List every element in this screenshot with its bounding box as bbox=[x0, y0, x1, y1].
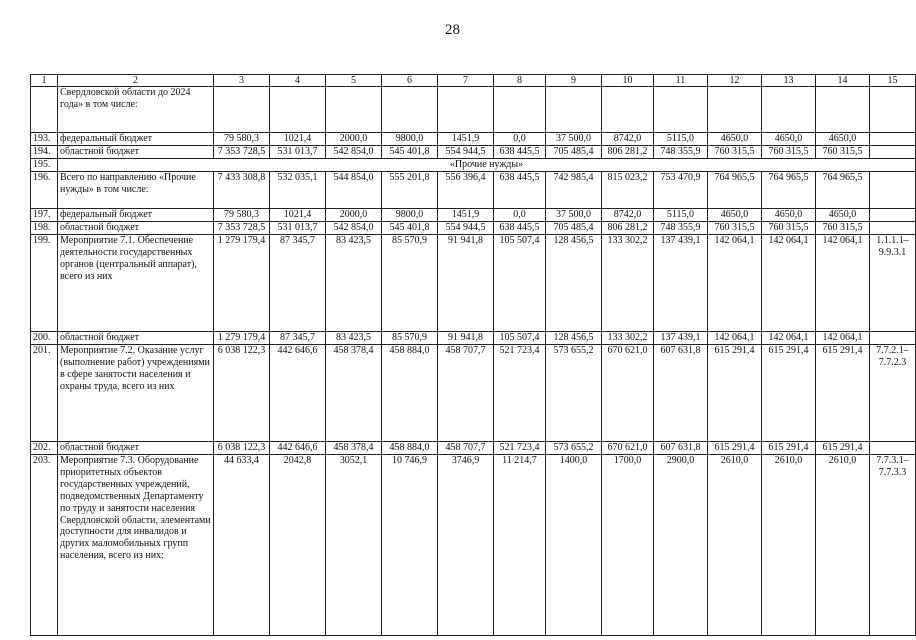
value-cell: 4650,0 bbox=[762, 133, 816, 146]
value-cell: 137 439,1 bbox=[654, 332, 708, 345]
value-cell: 742 985,4 bbox=[546, 172, 602, 209]
value-cell: 753 470,9 bbox=[654, 172, 708, 209]
value-cell: 705 485,4 bbox=[546, 146, 602, 159]
value-cell: 607 631,8 bbox=[654, 345, 708, 442]
value-cell: 5115,0 bbox=[654, 133, 708, 146]
value-cell: 531 013,7 bbox=[270, 222, 326, 235]
value-cell: 91 941,8 bbox=[438, 235, 494, 332]
value-cell: 442 646,6 bbox=[270, 442, 326, 455]
value-cell: 815 023,2 bbox=[602, 172, 654, 209]
row-number: 199. bbox=[31, 235, 58, 332]
value-cell: 764 965,5 bbox=[816, 172, 870, 209]
column-header: 12 bbox=[708, 75, 762, 87]
column-header: 6 bbox=[382, 75, 438, 87]
table-row bbox=[31, 172, 916, 209]
column-header: 10 bbox=[602, 75, 654, 87]
value-cell: 142 064,1 bbox=[708, 235, 762, 332]
value-cell bbox=[602, 87, 654, 133]
value-cell: 0,0 bbox=[494, 133, 546, 146]
column-header: 3 bbox=[214, 75, 270, 87]
column-header: 4 bbox=[270, 75, 326, 87]
value-cell: 85 570,9 bbox=[382, 332, 438, 345]
column-header: 13 bbox=[762, 75, 816, 87]
row-number: 198. bbox=[31, 222, 58, 235]
value-cell: 760 315,5 bbox=[816, 146, 870, 159]
section-title-cell: «Прочие нужды» bbox=[58, 159, 916, 172]
value-cell: 9800,0 bbox=[382, 209, 438, 222]
table-header-row bbox=[31, 75, 916, 87]
value-cell: 128 456,5 bbox=[546, 332, 602, 345]
reference-cell bbox=[870, 87, 916, 133]
table-row bbox=[31, 222, 916, 235]
row-number: 201. bbox=[31, 345, 58, 442]
reference-cell: 7.7.2.1– 7.7.2.3 bbox=[870, 345, 916, 442]
value-cell: 4650,0 bbox=[708, 133, 762, 146]
value-cell: 458 707,7 bbox=[438, 442, 494, 455]
value-cell: 458 707,7 bbox=[438, 345, 494, 442]
value-cell: 554 944,5 bbox=[438, 222, 494, 235]
value-cell: 760 315,5 bbox=[708, 146, 762, 159]
value-cell: 764 965,5 bbox=[708, 172, 762, 209]
value-cell: 1451,9 bbox=[438, 209, 494, 222]
value-cell: 2000,0 bbox=[326, 133, 382, 146]
value-cell: 764 965,5 bbox=[762, 172, 816, 209]
column-header: 5 bbox=[326, 75, 382, 87]
table-row bbox=[31, 235, 916, 332]
column-header: 7 bbox=[438, 75, 494, 87]
row-number bbox=[31, 87, 58, 133]
value-cell: 10 746,9 bbox=[382, 455, 438, 636]
row-label: Свердловской области до 2024 года» в том числе: bbox=[58, 87, 214, 133]
value-cell: 555 201,8 bbox=[382, 172, 438, 209]
value-cell: 0,0 bbox=[494, 209, 546, 222]
value-cell: 1 279 179,4 bbox=[214, 332, 270, 345]
value-cell: 44 633,4 bbox=[214, 455, 270, 636]
value-cell: 37 500,0 bbox=[546, 133, 602, 146]
value-cell: 615 291,4 bbox=[762, 345, 816, 442]
row-label: федеральный бюджет bbox=[58, 209, 214, 222]
value-cell: 1700,0 bbox=[602, 455, 654, 636]
value-cell: 638 445,5 bbox=[494, 222, 546, 235]
value-cell bbox=[494, 87, 546, 133]
table-row bbox=[31, 159, 916, 172]
value-cell: 1400,0 bbox=[546, 455, 602, 636]
value-cell: 79 580,3 bbox=[214, 209, 270, 222]
value-cell: 521 723,4 bbox=[494, 345, 546, 442]
value-cell bbox=[270, 87, 326, 133]
value-cell: 670 621,0 bbox=[602, 345, 654, 442]
reference-cell bbox=[870, 146, 916, 159]
row-label: Мероприятие 7.1. Обеспечение деятельности государственных органов (центральный аппарат), всего из них bbox=[58, 235, 214, 332]
row-number: 200. bbox=[31, 332, 58, 345]
value-cell: 615 291,4 bbox=[708, 442, 762, 455]
value-cell: 458 884,0 bbox=[382, 345, 438, 442]
row-number: 196. bbox=[31, 172, 58, 209]
row-label: областной бюджет bbox=[58, 146, 214, 159]
column-header: 9 bbox=[546, 75, 602, 87]
value-cell: 442 646,6 bbox=[270, 345, 326, 442]
reference-cell bbox=[870, 332, 916, 345]
value-cell: 142 064,1 bbox=[762, 235, 816, 332]
value-cell: 9800,0 bbox=[382, 133, 438, 146]
column-header: 15 bbox=[870, 75, 916, 87]
value-cell: 544 854,0 bbox=[326, 172, 382, 209]
value-cell bbox=[326, 87, 382, 133]
value-cell: 4650,0 bbox=[708, 209, 762, 222]
value-cell: 87 345,7 bbox=[270, 235, 326, 332]
value-cell: 458 378,4 bbox=[326, 442, 382, 455]
value-cell: 142 064,1 bbox=[816, 235, 870, 332]
value-cell: 137 439,1 bbox=[654, 235, 708, 332]
table-row bbox=[31, 332, 916, 345]
value-cell: 545 401,8 bbox=[382, 146, 438, 159]
value-cell: 105 507,4 bbox=[494, 332, 546, 345]
value-cell: 142 064,1 bbox=[762, 332, 816, 345]
row-number: 202. bbox=[31, 442, 58, 455]
value-cell bbox=[382, 87, 438, 133]
value-cell: 11 214,7 bbox=[494, 455, 546, 636]
row-label: Мероприятие 7.3. Оборудование приоритетных объектов государственных учреждений, подведомственных Департаменту по труду и занятости населения Свердловской области, элементами доступности для инвалидов и других маломобильных групп населения, всего из них: bbox=[58, 455, 214, 636]
table-row bbox=[31, 209, 916, 222]
column-header: 1 bbox=[31, 75, 58, 87]
value-cell: 7 433 308,8 bbox=[214, 172, 270, 209]
value-cell: 760 315,5 bbox=[708, 222, 762, 235]
value-cell: 2610,0 bbox=[816, 455, 870, 636]
value-cell: 128 456,5 bbox=[546, 235, 602, 332]
value-cell bbox=[654, 87, 708, 133]
value-cell: 521 723,4 bbox=[494, 442, 546, 455]
value-cell: 8742,0 bbox=[602, 209, 654, 222]
value-cell: 638 445,5 bbox=[494, 146, 546, 159]
value-cell bbox=[546, 87, 602, 133]
reference-cell: 7.7.3.1– 7.7.3.3 bbox=[870, 455, 916, 636]
value-cell: 556 396,4 bbox=[438, 172, 494, 209]
value-cell: 554 944,5 bbox=[438, 146, 494, 159]
row-number: 193. bbox=[31, 133, 58, 146]
value-cell: 133 302,2 bbox=[602, 332, 654, 345]
table-row bbox=[31, 345, 916, 442]
value-cell: 6 038 122,3 bbox=[214, 345, 270, 442]
value-cell: 545 401,8 bbox=[382, 222, 438, 235]
value-cell: 615 291,4 bbox=[816, 442, 870, 455]
value-cell: 4650,0 bbox=[762, 209, 816, 222]
value-cell: 542 854,0 bbox=[326, 222, 382, 235]
table-row bbox=[31, 146, 916, 159]
value-cell: 2610,0 bbox=[762, 455, 816, 636]
value-cell: 806 281,2 bbox=[602, 146, 654, 159]
row-label: Мероприятие 7.2. Оказание услуг (выполнение работ) учреждениями в сфере занятости населения и охраны труда, всего из них bbox=[58, 345, 214, 442]
value-cell: 6 038 122,3 bbox=[214, 442, 270, 455]
value-cell: 458 884,0 bbox=[382, 442, 438, 455]
value-cell: 1 279 179,4 bbox=[214, 235, 270, 332]
value-cell bbox=[214, 87, 270, 133]
row-number: 195. bbox=[31, 159, 58, 172]
value-cell: 531 013,7 bbox=[270, 146, 326, 159]
value-cell: 615 291,4 bbox=[816, 345, 870, 442]
reference-cell bbox=[870, 209, 916, 222]
reference-cell bbox=[870, 133, 916, 146]
value-cell: 1451,9 bbox=[438, 133, 494, 146]
value-cell: 2000,0 bbox=[326, 209, 382, 222]
value-cell: 1021,4 bbox=[270, 133, 326, 146]
value-cell: 806 281,2 bbox=[602, 222, 654, 235]
reference-cell bbox=[870, 442, 916, 455]
table-row bbox=[31, 442, 916, 455]
value-cell: 3746,9 bbox=[438, 455, 494, 636]
value-cell: 542 854,0 bbox=[326, 146, 382, 159]
value-cell: 760 315,5 bbox=[762, 146, 816, 159]
value-cell: 4650,0 bbox=[816, 133, 870, 146]
value-cell bbox=[708, 87, 762, 133]
value-cell: 615 291,4 bbox=[762, 442, 816, 455]
value-cell: 85 570,9 bbox=[382, 235, 438, 332]
value-cell: 91 941,8 bbox=[438, 332, 494, 345]
value-cell: 5115,0 bbox=[654, 209, 708, 222]
value-cell: 607 631,8 bbox=[654, 442, 708, 455]
value-cell: 760 315,5 bbox=[762, 222, 816, 235]
value-cell: 7 353 728,5 bbox=[214, 222, 270, 235]
column-header: 14 bbox=[816, 75, 870, 87]
value-cell: 133 302,2 bbox=[602, 235, 654, 332]
row-label: областной бюджет bbox=[58, 442, 214, 455]
value-cell: 3052,1 bbox=[326, 455, 382, 636]
column-header: 2 bbox=[58, 75, 214, 87]
reference-cell bbox=[870, 222, 916, 235]
value-cell: 748 355,9 bbox=[654, 222, 708, 235]
value-cell: 79 580,3 bbox=[214, 133, 270, 146]
value-cell: 760 315,5 bbox=[816, 222, 870, 235]
value-cell: 2042,8 bbox=[270, 455, 326, 636]
value-cell: 458 378,4 bbox=[326, 345, 382, 442]
value-cell: 2610,0 bbox=[708, 455, 762, 636]
budget-table bbox=[30, 74, 916, 636]
value-cell: 670 621,0 bbox=[602, 442, 654, 455]
table-row bbox=[31, 87, 916, 133]
reference-cell: 1.1.1.1– 9.9.3.1 bbox=[870, 235, 916, 332]
value-cell: 705 485,4 bbox=[546, 222, 602, 235]
value-cell: 573 655,2 bbox=[546, 345, 602, 442]
row-label: областной бюджет bbox=[58, 222, 214, 235]
row-number: 194. bbox=[31, 146, 58, 159]
value-cell: 4650,0 bbox=[816, 209, 870, 222]
value-cell bbox=[816, 87, 870, 133]
reference-cell bbox=[870, 172, 916, 209]
value-cell: 7 353 728,5 bbox=[214, 146, 270, 159]
row-label: Всего по направлению «Прочие нужды» в том числе: bbox=[58, 172, 214, 209]
value-cell: 83 423,5 bbox=[326, 235, 382, 332]
row-number: 203. bbox=[31, 455, 58, 636]
table-row bbox=[31, 133, 916, 146]
value-cell: 1021,4 bbox=[270, 209, 326, 222]
table-row bbox=[31, 455, 916, 636]
value-cell: 748 355,9 bbox=[654, 146, 708, 159]
column-header: 8 bbox=[494, 75, 546, 87]
value-cell: 142 064,1 bbox=[816, 332, 870, 345]
value-cell: 532 035,1 bbox=[270, 172, 326, 209]
row-number: 197. bbox=[31, 209, 58, 222]
value-cell: 142 064,1 bbox=[708, 332, 762, 345]
value-cell: 105 507,4 bbox=[494, 235, 546, 332]
value-cell: 615 291,4 bbox=[708, 345, 762, 442]
value-cell: 8742,0 bbox=[602, 133, 654, 146]
value-cell bbox=[762, 87, 816, 133]
value-cell: 83 423,5 bbox=[326, 332, 382, 345]
row-label: федеральный бюджет bbox=[58, 133, 214, 146]
value-cell: 638 445,5 bbox=[494, 172, 546, 209]
row-label: областной бюджет bbox=[58, 332, 214, 345]
value-cell bbox=[438, 87, 494, 133]
value-cell: 2900,0 bbox=[654, 455, 708, 636]
column-header: 11 bbox=[654, 75, 708, 87]
page-number: 28 bbox=[445, 22, 460, 38]
value-cell: 573 655,2 bbox=[546, 442, 602, 455]
value-cell: 37 500,0 bbox=[546, 209, 602, 222]
value-cell: 87 345,7 bbox=[270, 332, 326, 345]
